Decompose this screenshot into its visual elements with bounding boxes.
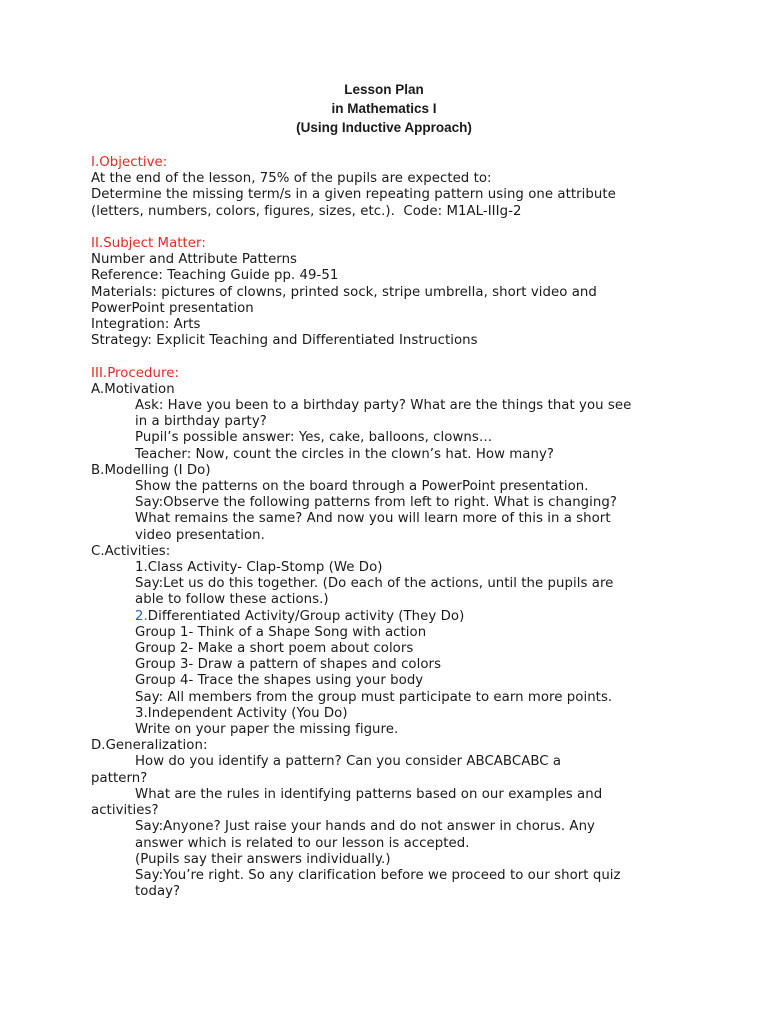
activity-title: Differentiated Activity/Group activity (They Do)	[147, 608, 465, 624]
modelling-text: Say:Observe the following patterns from left to right. What is changing?	[135, 495, 617, 511]
motivation-text: Teacher: Now, count the circles in the clown’s hat. How many?	[135, 446, 554, 462]
subject-matter-heading: II.Subject Matter:	[91, 236, 206, 251]
generalization-text: today?	[135, 884, 181, 900]
generalization-text: answer which is related to our lesson is accepted.	[135, 835, 470, 851]
generalization-text: activities?	[91, 803, 159, 819]
generalization-text: How do you identify a pattern? Can you consider ABCABCABC a	[135, 754, 562, 770]
activity-number: 2.	[135, 608, 148, 624]
modelling-text: Show the patterns on the board through a PowerPoint presentation.	[135, 479, 589, 495]
procedure-heading: III.Procedure:	[91, 365, 179, 381]
generalization-text: Say:Anyone? Just raise your hands and do not answer in chorus. Any	[135, 819, 595, 835]
activities-text: Group 2- Make a short poem about colors	[135, 641, 414, 657]
modelling-text: What remains the same? And now you will learn more of this in a short	[135, 511, 611, 527]
motivation-text: Ask: Have you been to a birthday party? What are the things that you see	[135, 398, 632, 414]
activities-text: Write on your paper the missing figure.	[135, 722, 399, 738]
generalization-text: What are the rules in identifying patterns based on our examples and	[135, 786, 603, 802]
activities-text: Group 1- Think of a Shape Song with action	[135, 624, 427, 640]
activities-text: Say:Let us do this together. (Do each of the actions, until the pupils are	[135, 576, 614, 592]
activities-text: able to follow these actions.)	[135, 592, 329, 608]
generalization-label: D.Generalization:	[91, 738, 208, 754]
title-line-1: Lesson Plan	[344, 82, 424, 97]
generalization-text: Say:You’re right. So any clarification before we proceed to our short quiz	[135, 867, 621, 883]
objective-heading: I.Objective:	[91, 155, 168, 170]
motivation-label: A.Motivation	[91, 381, 175, 397]
activities-text: 3.Independent Activity (You Do)	[135, 705, 348, 721]
title-line-2: in Mathematics I	[331, 101, 437, 116]
objective-text: (letters, numbers, colors, figures, sizes, etc.). Code: M1AL-IIIg-2	[91, 203, 522, 219]
motivation-text: in a birthday party?	[135, 414, 267, 430]
activities-text	[91, 609, 711, 625]
activities-text: Group 3- Draw a pattern of shapes and colors	[135, 657, 442, 673]
objective-text: Determine the missing term/s in a given repeating pattern using one attribute	[91, 187, 616, 203]
activities-text: 1.Class Activity- Clap-Stomp (We Do)	[135, 560, 383, 576]
motivation-text: Pupil’s possible answer: Yes, cake, balloons, clowns…	[135, 430, 493, 446]
activities-text: Say: All members from the group must participate to earn more points.	[135, 689, 613, 705]
generalization-text: (Pupils say their answers individually.)	[135, 851, 391, 867]
activities-label: C.Activities:	[91, 543, 171, 559]
subject-matter-text: Number and Attribute Patterns	[91, 252, 298, 268]
activities-text: Group 4- Trace the shapes using your body	[135, 673, 424, 689]
subject-matter-text: Integration: Arts	[91, 317, 201, 333]
subject-matter-text: Strategy: Explicit Teaching and Differentiated Instructions	[91, 333, 478, 349]
title-line-3: (Using Inductive Approach)	[296, 120, 472, 135]
generalization-text: pattern?	[91, 770, 148, 786]
subject-matter-text: Reference: Teaching Guide pp. 49-51	[91, 268, 339, 284]
subject-matter-text: Materials: pictures of clowns, printed sock, stripe umbrella, short video and	[91, 284, 597, 300]
subject-matter-text: PowerPoint presentation	[91, 300, 254, 316]
modelling-text: video presentation.	[135, 527, 265, 543]
modelling-label: B.Modelling (I Do)	[91, 462, 211, 478]
objective-text: At the end of the lesson, 75% of the pupils are expected to:	[91, 171, 492, 187]
document-body	[91, 155, 711, 900]
